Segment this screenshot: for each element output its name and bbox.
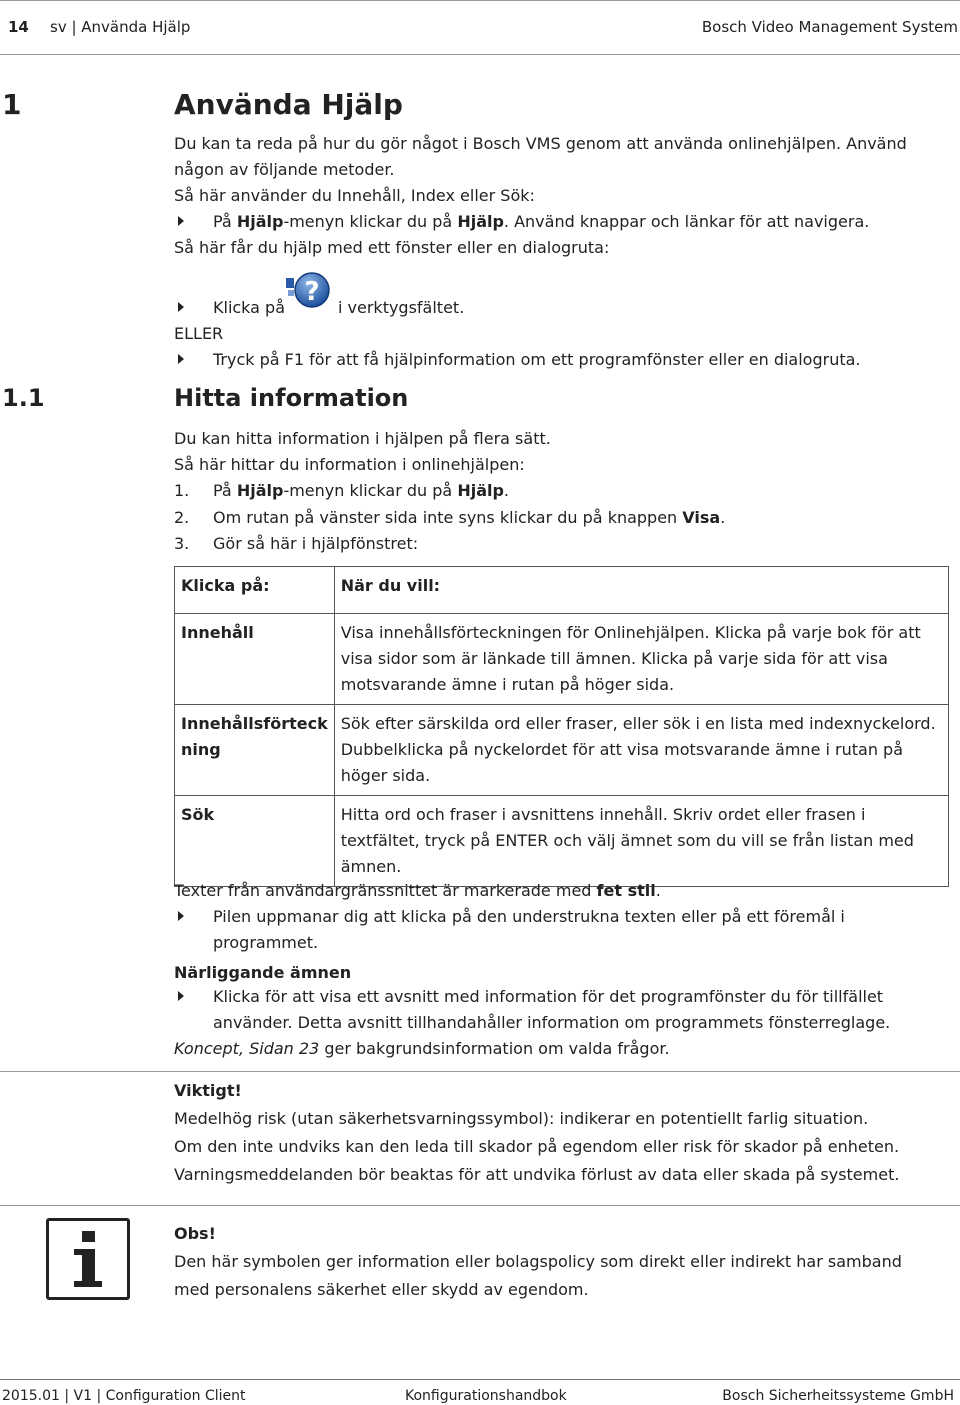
important-title: Viktigt! bbox=[174, 1081, 242, 1100]
step-3-text: Gör så här i hjälpfönstret: bbox=[213, 534, 419, 553]
table-cell-desc: Visa innehållsförteckningen för Onlinehjälpen. Klicka på varje bok för att visa sidor som är länkade till ämnen. Klicka på varje sida för att visa motsvarande ämne i rutan på höger sida. bbox=[334, 614, 948, 705]
footer-doc: Konfigurationshandbok bbox=[405, 1388, 567, 1404]
svg-text:?: ? bbox=[304, 277, 320, 307]
arrow-icon bbox=[178, 302, 184, 312]
notice-title: Obs! bbox=[174, 1224, 216, 1243]
important-line-2: Om den inte undviks kan den leda till skador på egendom eller risk för skador på enheten. bbox=[174, 1137, 900, 1156]
click-post-text: i verktygsfältet. bbox=[338, 298, 465, 317]
arrow-icon bbox=[178, 911, 184, 921]
intro-line-2: någon av följande metoder. bbox=[174, 160, 395, 179]
step-2-text: Om rutan på vänster sida inte syns klickar du på knappen Visa. bbox=[213, 508, 726, 527]
related-line-2: använder. Detta avsnitt tillhandahåller information om programmets fönsterreglage. bbox=[213, 1013, 891, 1032]
help-table bbox=[174, 566, 949, 887]
section-title: Använda Hjälp bbox=[174, 88, 403, 121]
subsection-title: Hitta information bbox=[174, 384, 409, 412]
table-header-cell: När du vill: bbox=[334, 567, 948, 614]
related-heading: Närliggande ämnen bbox=[174, 963, 352, 982]
concept-line: Koncept, Sidan 23 ger bakgrundsinformation om valda frågor. bbox=[174, 1039, 670, 1058]
footer-company: Bosch Sicherheitssysteme GmbH bbox=[722, 1388, 954, 1404]
table-header-row bbox=[175, 567, 949, 614]
table-cell-label: Innehållsförteck ning bbox=[175, 705, 335, 796]
table-row bbox=[175, 614, 949, 705]
header-product: Bosch Video Management System bbox=[701, 18, 958, 36]
how-index-text: Så här använder du Innehåll, Index eller Sök: bbox=[174, 186, 535, 205]
bold-note: Texter från användargränssnittet är markerade med fet stil. bbox=[174, 881, 661, 900]
notice-rule bbox=[0, 1205, 960, 1206]
step-help-menu: På Hjälp-menyn klickar du på Hjälp. Använd knappar och länkar för att navigera. bbox=[213, 212, 870, 231]
section-number: 1 bbox=[2, 88, 22, 121]
step-2-number: 2. bbox=[174, 508, 190, 527]
footer-version: 2015.01 | V1 | Configuration Client bbox=[2, 1388, 246, 1404]
table-cell-label: Innehåll bbox=[175, 614, 335, 705]
find-line-2: Så här hittar du information i onlinehjälpen: bbox=[174, 455, 525, 474]
find-line-1: Du kan hitta information i hjälpen på flera sätt. bbox=[174, 429, 551, 448]
step-1-text: På Hjälp-menyn klickar du på Hjälp. bbox=[213, 481, 510, 500]
important-line-1: Medelhög risk (utan säkerhetsvarningssymbol): indikerar en potentiellt farlig situation. bbox=[174, 1109, 869, 1128]
top-rule bbox=[0, 0, 960, 1]
arrow-note-line-2: programmet. bbox=[213, 933, 319, 952]
how-window-text: Så här får du hjälp med ett fönster eller en dialogruta: bbox=[174, 238, 610, 257]
related-line-1: Klicka för att visa ett avsnitt med information för det programfönster du för tillfället bbox=[213, 987, 884, 1006]
concept-link[interactable]: Koncept, Sidan 23 bbox=[174, 1039, 320, 1058]
important-rule bbox=[0, 1071, 960, 1072]
arrow-icon bbox=[178, 216, 184, 226]
notice-line-2: med personalens säkerhet eller skydd av egendom. bbox=[174, 1280, 589, 1299]
header-rule bbox=[0, 54, 960, 55]
f1-text: Tryck på F1 för att få hjälpinformation om ett programfönster eller en dialogruta. bbox=[213, 350, 861, 369]
arrow-icon bbox=[178, 991, 184, 1001]
table-row bbox=[175, 796, 949, 887]
page-number: 14 bbox=[8, 18, 29, 36]
header-section: sv | Använda Hjälp bbox=[50, 18, 191, 36]
table-cell-desc: Sök efter särskilda ord eller fraser, eller sök i en lista med indexnyckelord. Dubbelklicka på nyckelordet för att visa motsvarande ämne i rutan på höger sida. bbox=[334, 705, 948, 796]
subsection-number: 1.1 bbox=[2, 384, 45, 412]
help-question-icon[interactable] bbox=[284, 270, 332, 312]
table-cell-desc: Hitta ord och fraser i avsnittens innehåll. Skriv ordet eller frasen i textfältet, tryck på ENTER och välj ämnet som du vill se från listan med ämnen. bbox=[334, 796, 948, 887]
info-icon bbox=[46, 1218, 130, 1300]
click-pre-text: Klicka på bbox=[213, 298, 286, 317]
table-header-cell: Klicka på: bbox=[175, 567, 335, 614]
step-3-number: 3. bbox=[174, 534, 190, 553]
table-row bbox=[175, 705, 949, 796]
or-text: ELLER bbox=[174, 324, 224, 343]
notice-line-1: Den här symbolen ger information eller bolagspolicy som direkt eller indirekt har samband bbox=[174, 1252, 902, 1271]
arrow-icon bbox=[178, 354, 184, 364]
footer-rule bbox=[0, 1379, 960, 1380]
arrow-note-line-1: Pilen uppmanar dig att klicka på den understrukna texten eller på ett föremål i bbox=[213, 907, 845, 926]
table-cell-label: Sök bbox=[175, 796, 335, 887]
intro-line-1: Du kan ta reda på hur du gör något i Bosch VMS genom att använda onlinehjälpen. Använd bbox=[174, 134, 907, 153]
step-1-number: 1. bbox=[174, 481, 190, 500]
important-line-3: Varningsmeddelanden bör beaktas för att undvika förlust av data eller skada på systemet. bbox=[174, 1165, 900, 1184]
